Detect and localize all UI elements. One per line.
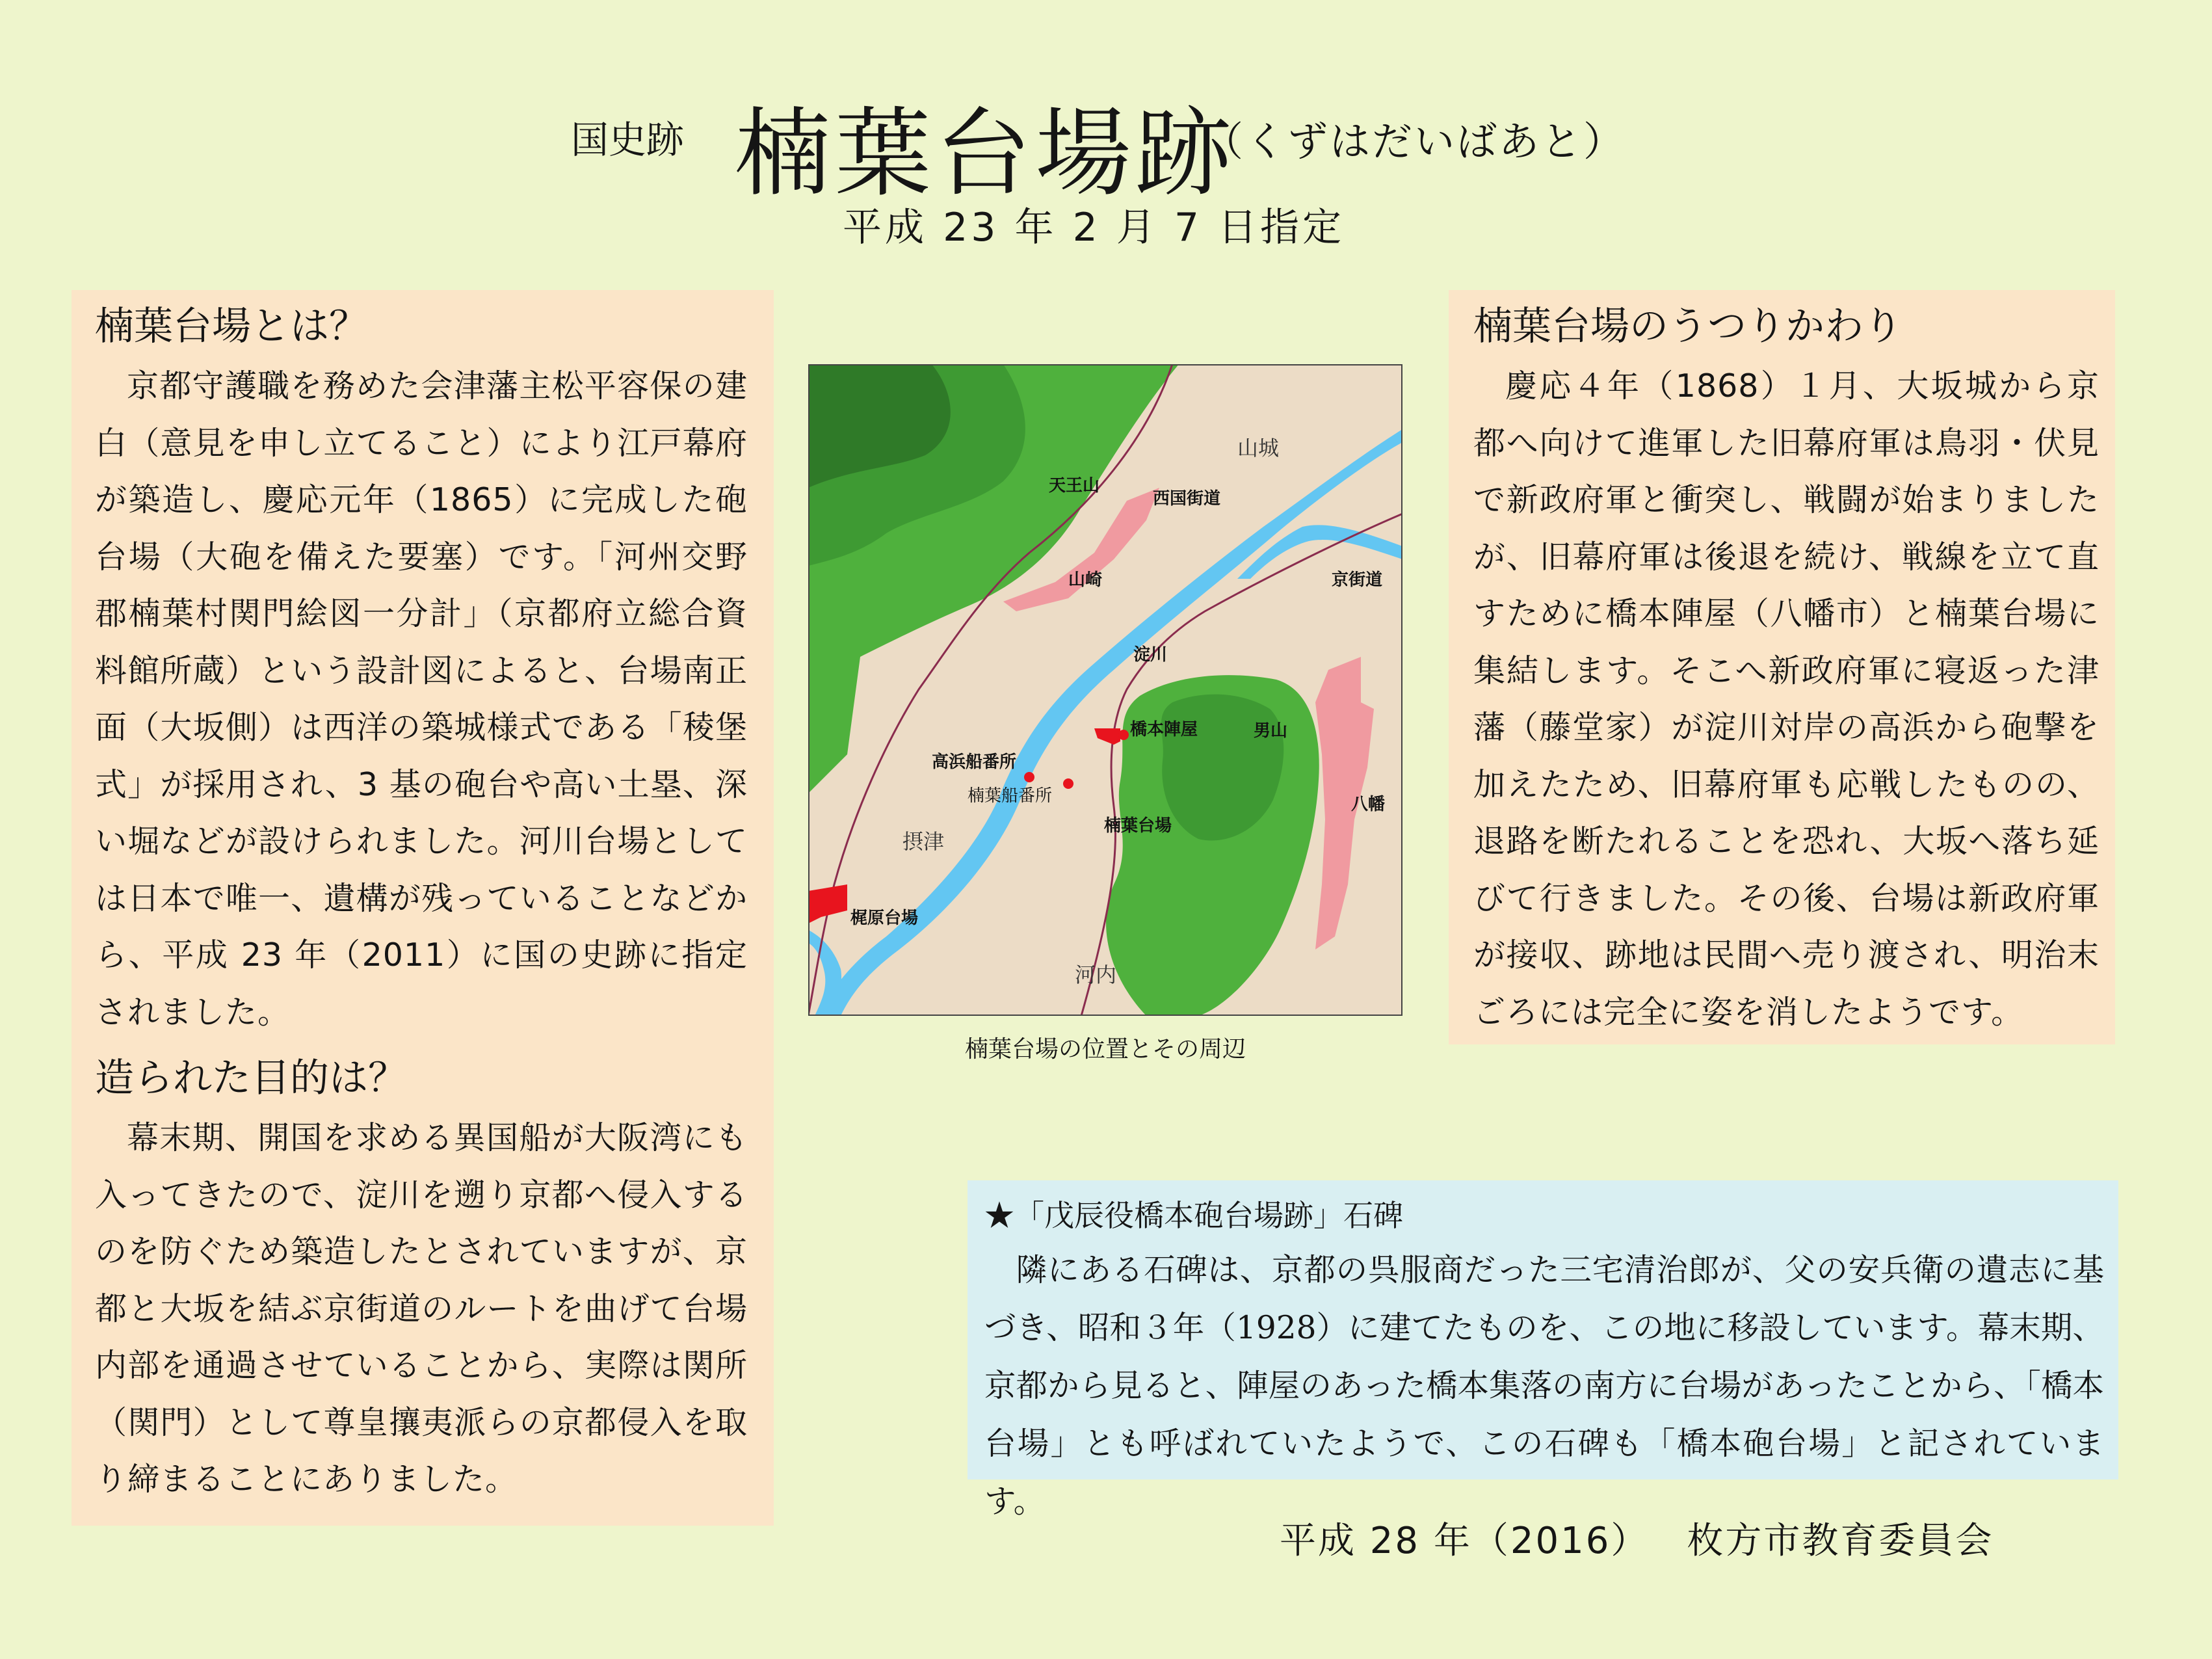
map-marker-kuzuha-funabansho <box>1063 778 1073 789</box>
body-purpose: 幕末期、開国を求める異国船が大阪湾にも入ってきたので、淀川を遡り京都へ侵入するのを防ぐため築造したとされていますが、京都と大坂を結ぶ京街道のルートを曲げて台場内部を通過させていることから、実際は関所（関門）として尊皇攘夷派らの京都侵入を取り締まることにありました。 <box>95 1119 748 1498</box>
map-label-yamazaki: 山崎 <box>1068 570 1103 590</box>
body-stele: 隣にある石碑は、京都の呉服商だった三宅清治郎が、父の安兵衛の遺志に基づき、昭和３年（1928）に建てたものを、この地に移設しています。幕末期、京都から見ると、陣屋のあった橋本集落の南方に台場があったことから、「橋本台場」とも呼ばれていたようで、この石碑も「橋本砲台場」と記されています。 <box>984 1252 2104 1520</box>
panel-history <box>1449 290 2115 1044</box>
map-label-kajiwara: 梶原台場 <box>850 909 919 928</box>
footer-date: 平成 28 年（2016） <box>1280 1520 1650 1562</box>
map-caption: 楠葉台場の位置とその周辺 <box>964 1036 1246 1063</box>
panel-stele <box>968 1180 2118 1520</box>
footer-credit <box>1280 1512 1994 1564</box>
heading-stele: ★「戊辰役橋本砲台場跡」石碑 <box>984 1198 1403 1233</box>
map-label-yodogawa: 淀川 <box>1133 645 1168 665</box>
map-label-hashimoto: 橋本陣屋 <box>1130 720 1198 739</box>
map-label-otokoyama: 男山 <box>1254 721 1288 741</box>
map-svg <box>808 364 1402 1016</box>
map-label-yawata: 八幡 <box>1351 795 1386 814</box>
map-marker-hashimoto <box>1118 730 1129 740</box>
map-label-takahama: 高浜船番所 <box>932 752 1017 772</box>
map-label-kyokaido: 京街道 <box>1332 570 1383 590</box>
designation-date: 平成 23 年 2 月 7 日指定 <box>843 205 1345 250</box>
page-title: 楠葉台場跡 <box>735 98 1235 209</box>
map-label-yamashiro: 山城 <box>1237 436 1280 460</box>
map-label-tennozan: 天王山 <box>1049 476 1100 496</box>
map-label-settsu: 摂津 <box>902 829 945 854</box>
map-label-kawachi: 河内 <box>1075 962 1117 987</box>
map-label-kuzuha-daiba: 楠葉台場 <box>1104 816 1172 836</box>
heading-history: 楠葉台場のうつりかわり <box>1473 304 1903 349</box>
footer-org: 枚方市教育委員会 <box>1687 1520 1994 1562</box>
title-reading: （くずはだいばあと） <box>1203 118 1626 165</box>
map-marker-takahama <box>1024 772 1034 782</box>
map-label-kuzuha-funabansho: 楠葉船番所 <box>968 786 1053 806</box>
map-label-saigoku: 西国街道 <box>1153 489 1221 509</box>
heading-purpose: 造られた目的は？ <box>95 1055 407 1101</box>
designation-kicker: 国史跡 <box>571 118 685 162</box>
location-map <box>808 364 1402 1016</box>
body-what-is: 京都守護職を務めた会津藩主松平容保の建白（意見を申し立てること）により江戸幕府が築造し、慶応元年（1865）に完成した砲台場（大砲を備えた要塞）です。「河州交野郡楠葉村関門絵図一分計」（京都府立総合資料館所蔵）という設計図によると、台場南正面（大坂側）は西洋の築城様式である「稜堡式」が採用され、3 基の砲台や高い土塁、深い堀などが設けられました。河川台場としては日本で唯一、遺構が残っていることなどから、平成 23 年（2011）に国の史跡に指定されました。 <box>95 367 748 1031</box>
body-history: 慶応４年（1868）１月、大坂城から京都へ向けて進軍した旧幕府軍は鳥羽・伏見で新政府軍と衝突し、戦闘が始まりましたが、旧幕府軍は後退を続け、戦線を立て直すために橋本陣屋（八幡市）と楠葉台場に集結します。そこへ新政府軍に寝返った津藩（藤堂家）が淀川対岸の高浜から砲撃を加えたため、旧幕府軍も応戦したものの、退路を断たれることを恐れ、大坂へ落ち延びて行きました。その後、台場は新政府軍が接収、跡地は民間へ売り渡され、明治末ごろには完全に姿を消したようです。 <box>1473 367 2100 1031</box>
panel-about <box>72 290 774 1526</box>
heading-what-is: 楠葉台場とは？ <box>95 304 368 349</box>
